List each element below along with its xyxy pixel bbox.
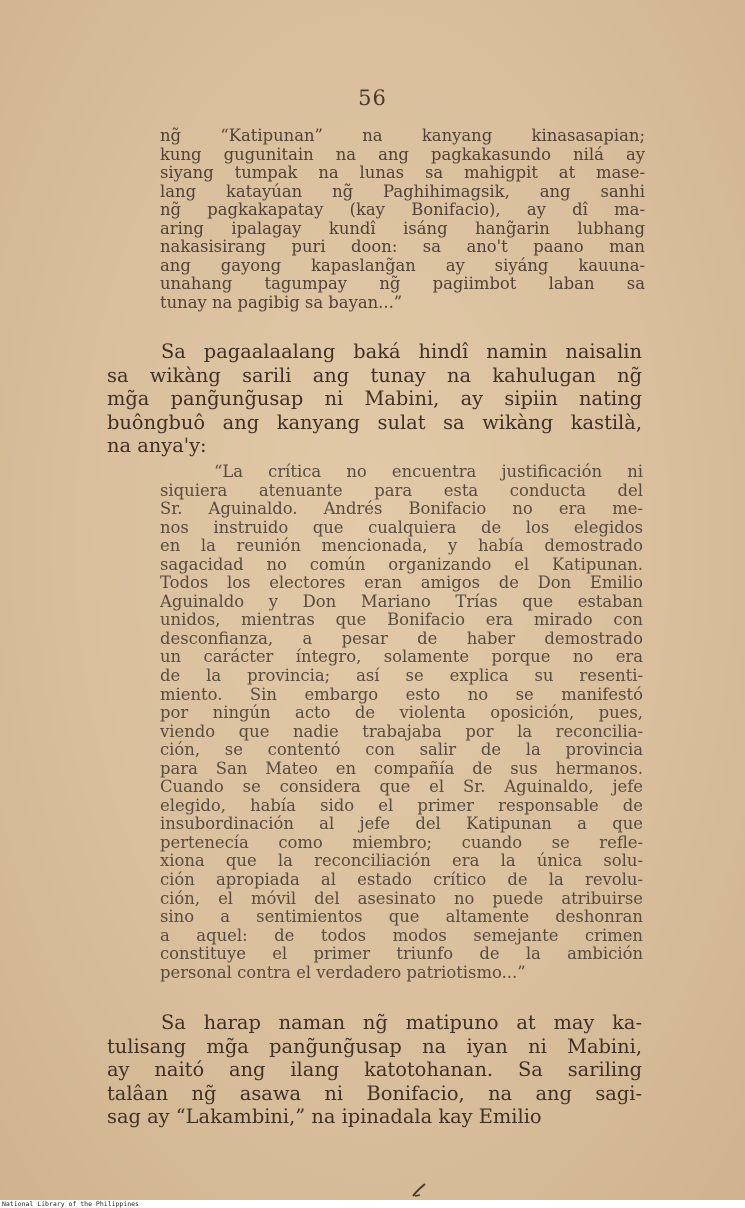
text-line: talâan ng̃ asawa ni Bonifacio, na ang sagi- [107,1081,642,1105]
text-line: Todos los electores eran amigos de Don Emilio [160,573,643,593]
text-line: na anya'y: [107,434,207,457]
text-line: ción, el móvil del asesinato no puede atribuirse [160,888,643,908]
text-line: ng̃ pagkakapatay (kay Bonifacio), ay dî ma- [160,200,645,219]
text-line: por ningún acto de violenta oposición, pues, [160,703,643,723]
text-line: sa wikàng sarili ang tunay na kahulugan ng̃ [107,363,642,387]
text-line: sino a sentimientos que altamente deshonran [160,907,643,927]
library-credit: National Library of the Philippines [2,1200,139,1208]
text-line: ción apropiada al estado crítico de la revolu- [160,870,643,890]
text-line: Sr. Aguinaldo. Andrés Bonifacio no era me- [160,499,643,519]
text-line: ng̃ “Katipunan” na kanyang kinasasapian; [160,126,645,145]
text-line: unahang tagumpay ng̃ pagiimbot laban sa [160,274,645,293]
text-line: Cuando se considera que el Sr. Aguinaldo, jefe [160,777,643,797]
text-line: tunay na pagibig sa bayan...” [160,292,403,312]
paragraph-lakambini [107,1011,642,1129]
text-line: de la provincia; así se explica su resenti- [160,666,643,686]
text-line: “La crítica no encuentra justificación ni [214,462,643,481]
text-line: un carácter íntegro, solamente porque no era [160,647,643,667]
text-line: constituye el primer triunfo de la ambición [160,944,643,964]
text-line: para San Mateo en compañía de sus hermanos. [160,758,643,778]
text-line: nakasisirang puri doon: sa ano't paano man [160,237,645,256]
text-line: ay naitó ang ilang katotohanan. Sa sariling [107,1058,642,1081]
text-line: pertenecía como miembro; cuando se refle- [160,832,643,852]
text-line: sag ay “Lakambini,” na ipinadala kay Emilio [107,1105,542,1128]
text-line: buôngbuô ang kanyang sulat sa wikàng kastilà, [107,410,642,434]
text-line: Sa harap naman ng̃ matipuno at may ka- [161,1011,642,1034]
text-line: aring ipalagay kundî isáng hang̃arin lubhang [160,218,645,238]
pen-mark-icon [411,1183,427,1197]
text-line: Sa pagaalaalang baká hindî namin naisalin [161,340,642,363]
text-line: personal contra el verdadero patriotismo...” [160,962,526,982]
text-line: siquiera atenuante para esta conducta del [160,480,643,500]
tagalog-quote-block [160,127,645,312]
text-line: en la reunión mencionada, y había demostrado [160,536,643,556]
text-line: lang katayúan ng̃ Paghihimagsik, ang sanhi [160,181,645,201]
text-line: insubordinación al jefe del Katipunan a que [160,814,643,834]
spanish-quote-block [160,463,643,982]
text-line: ción, se contentó con salir de la provincia [160,740,643,760]
text-line: siyang tumpak na lunas sa mahigpit at mase- [160,163,645,182]
text-line: viendo que nadie trabajaba por la reconcilia- [160,721,643,741]
text-line: xiona que la reconciliación era la única solu- [160,851,643,871]
text-line: kung gugunitain na ang pagkakasundo nilá ay [160,144,645,164]
text-line: mg̃a pang̃ung̃usap ni Mabini, ay sipiin nating [107,387,642,410]
text-line: unidos, mientras que Bonifacio era mirado con [160,610,643,630]
text-line: sagacidad no común organizando el Katipunan. [160,554,643,574]
text-line: desconfianza, a pesar de haber demostrado [160,628,643,648]
text-line: ang gayong kapaslang̃an ay siyáng kauuna- [160,255,645,275]
text-line: elegido, había sido el primer responsable de [160,795,643,815]
text-line: nos instruido que cualquiera de los elegidos [160,517,643,537]
text-line: tulisang mg̃a pang̃ung̃usap na iyan ni Mabini, [107,1034,642,1058]
page-number: 56 [358,86,387,110]
text-line: a aquel: de todos modos semejante crimen [160,925,643,945]
text-line: miento. Sin embargo esto no se manifestó [160,684,643,704]
paragraph-intro-spanish-letter [107,340,642,458]
text-line: Aguinaldo y Don Mariano Trías que estaban [160,591,643,611]
